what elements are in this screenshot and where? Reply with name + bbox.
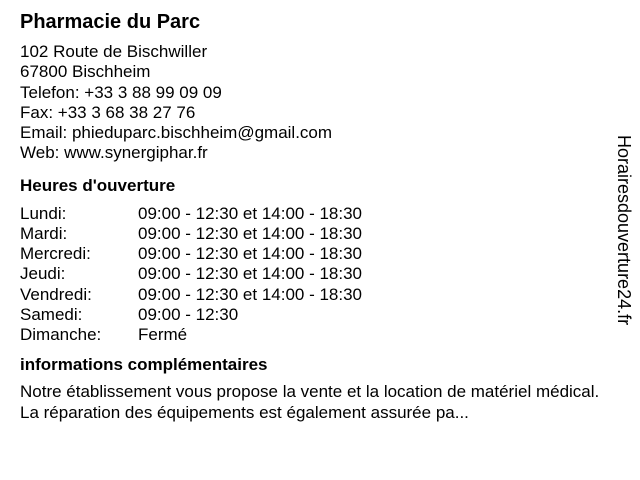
opening-hours-table: [20, 204, 620, 345]
day-label: Mardi:: [20, 223, 68, 243]
address-line-2: 67800 Bischheim: [20, 62, 151, 82]
day-label: Mercredi:: [20, 244, 91, 264]
fax-number: Fax: +33 3 68 38 27 76: [20, 102, 196, 122]
day-label: Samedi:: [20, 304, 83, 324]
hours-row-wednesday: [20, 244, 620, 264]
time-range: 09:00 - 12:30 et 14:00 - 18:30: [138, 264, 363, 284]
hours-row-monday: [20, 204, 620, 224]
phone-number: Telefon: +33 3 88 99 09 09: [20, 82, 222, 102]
hours-row-friday: [20, 285, 620, 305]
day-label: Dimanche:: [20, 325, 102, 344]
email-address: Email: phieduparc.bischheim@gmail.com: [20, 123, 333, 143]
time-range: 09:00 - 12:30 et 14:00 - 18:30: [138, 223, 363, 243]
hours-row-thursday: [20, 264, 620, 284]
info-description: Notre établissement vous propose la vente et la location de matériel médical. La réparation des équipements est également assurée pa...: [20, 382, 600, 423]
day-label: Vendredi:: [20, 284, 92, 304]
hours-row-tuesday: [20, 224, 620, 244]
pharmacy-name: Pharmacie du Parc: [20, 11, 201, 33]
hours-row-sunday: [20, 325, 620, 345]
hours-heading: Heures d'ouverture: [20, 175, 176, 195]
address-line-1: 102 Route de Bischwiller: [20, 42, 208, 61]
day-label: Lundi:: [20, 203, 67, 223]
time-range: 09:00 - 12:30 et 14:00 - 18:30: [138, 244, 363, 264]
site-watermark: Horairesdouverture24.fr: [614, 135, 634, 326]
contact-block: [20, 42, 620, 164]
time-range: Fermé: [138, 325, 188, 344]
time-range: 09:00 - 12:30: [138, 304, 239, 324]
hours-row-saturday: [20, 305, 620, 325]
time-range: 09:00 - 12:30 et 14:00 - 18:30: [138, 203, 363, 223]
info-heading: informations complémentaires: [20, 355, 268, 375]
day-label: Jeudi:: [20, 264, 66, 284]
time-range: 09:00 - 12:30 et 14:00 - 18:30: [138, 284, 363, 304]
pharmacy-card: [20, 10, 620, 423]
website: Web: www.synergiphar.fr: [20, 143, 208, 163]
